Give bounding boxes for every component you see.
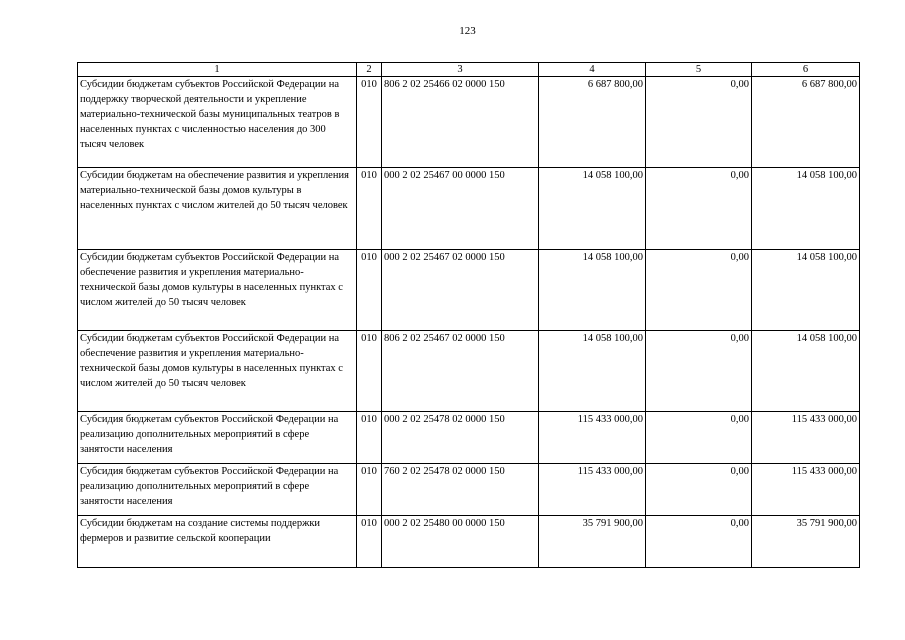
row-plan-cell: 35 791 900,00 [539, 516, 646, 568]
row-admin-cell: 010 [357, 464, 382, 516]
row-code-cell: 760 2 02 25478 02 0000 150 [382, 464, 539, 516]
row-plan-cell: 115 433 000,00 [539, 412, 646, 464]
row-name-cell: Субсидия бюджетам субъектов Российской Федерации на реализацию дополнительных мероприятий в сфере занятости населения [78, 412, 357, 464]
table-row [78, 250, 860, 331]
row-change-cell: 0,00 [646, 331, 752, 412]
row-code-cell: 000 2 02 25480 00 0000 150 [382, 516, 539, 568]
row-name-cell: Субсидии бюджетам на обеспечение развития и укрепления материально-технической базы домов культуры в населенных пунктах с числом жителей до 50 тысяч человек [78, 168, 357, 250]
table-header-row [78, 63, 860, 77]
row-code-cell: 806 2 02 25467 02 0000 150 [382, 331, 539, 412]
row-plan-cell: 115 433 000,00 [539, 464, 646, 516]
row-name-cell: Субсидия бюджетам субъектов Российской Федерации на реализацию дополнительных мероприятий в сфере занятости населения [78, 464, 357, 516]
row-total-cell: 6 687 800,00 [752, 77, 860, 168]
row-plan-cell: 6 687 800,00 [539, 77, 646, 168]
table-row [78, 516, 860, 568]
row-code-cell: 000 2 02 25467 02 0000 150 [382, 250, 539, 331]
row-admin-cell: 010 [357, 331, 382, 412]
row-total-cell: 14 058 100,00 [752, 250, 860, 331]
table-row [78, 412, 860, 464]
row-total-cell: 14 058 100,00 [752, 331, 860, 412]
row-plan-cell: 14 058 100,00 [539, 331, 646, 412]
row-total-cell: 35 791 900,00 [752, 516, 860, 568]
row-change-cell: 0,00 [646, 516, 752, 568]
table-row [78, 77, 860, 168]
row-plan-cell: 14 058 100,00 [539, 250, 646, 331]
row-change-cell: 0,00 [646, 412, 752, 464]
row-name-cell: Субсидии бюджетам на создание системы поддержки фермеров и развитие сельской кооперации [78, 516, 357, 568]
row-code-cell: 000 2 02 25467 00 0000 150 [382, 168, 539, 250]
row-name-cell: Субсидии бюджетам субъектов Российской Федерации на обеспечение развития и укрепления материально-технической базы домов культуры в населенных пунктах с числом жителей до 50 тысяч человек [78, 250, 357, 331]
table-row [78, 464, 860, 516]
row-total-cell: 14 058 100,00 [752, 168, 860, 250]
column-header-code: 3 [382, 63, 539, 77]
row-admin-cell: 010 [357, 77, 382, 168]
row-name-cell: Субсидии бюджетам субъектов Российской Федерации на поддержку творческой деятельности и укрепление материально-технической базы муниципальных театров в населенных пунктах с численностью населения до 300 тысяч человек [78, 77, 357, 168]
row-change-cell: 0,00 [646, 77, 752, 168]
row-total-cell: 115 433 000,00 [752, 412, 860, 464]
row-admin-cell: 010 [357, 168, 382, 250]
page-number: 123 [459, 25, 476, 37]
column-header-name: 1 [78, 63, 357, 77]
table-row [78, 168, 860, 250]
row-code-cell: 000 2 02 25478 02 0000 150 [382, 412, 539, 464]
budget-table [77, 62, 860, 568]
row-change-cell: 0,00 [646, 464, 752, 516]
column-header-total: 6 [752, 63, 860, 77]
row-change-cell: 0,00 [646, 168, 752, 250]
row-admin-cell: 010 [357, 412, 382, 464]
column-header-change: 5 [646, 63, 752, 77]
column-header-admin: 2 [357, 63, 382, 77]
row-admin-cell: 010 [357, 250, 382, 331]
row-total-cell: 115 433 000,00 [752, 464, 860, 516]
table-row [78, 331, 860, 412]
row-name-cell: Субсидии бюджетам субъектов Российской Федерации на обеспечение развития и укрепления материально-технической базы домов культуры в населенных пунктах с числом жителей до 50 тысяч человек [78, 331, 357, 412]
row-code-cell: 806 2 02 25466 02 0000 150 [382, 77, 539, 168]
row-admin-cell: 010 [357, 516, 382, 568]
column-header-plan: 4 [539, 63, 646, 77]
row-change-cell: 0,00 [646, 250, 752, 331]
row-plan-cell: 14 058 100,00 [539, 168, 646, 250]
